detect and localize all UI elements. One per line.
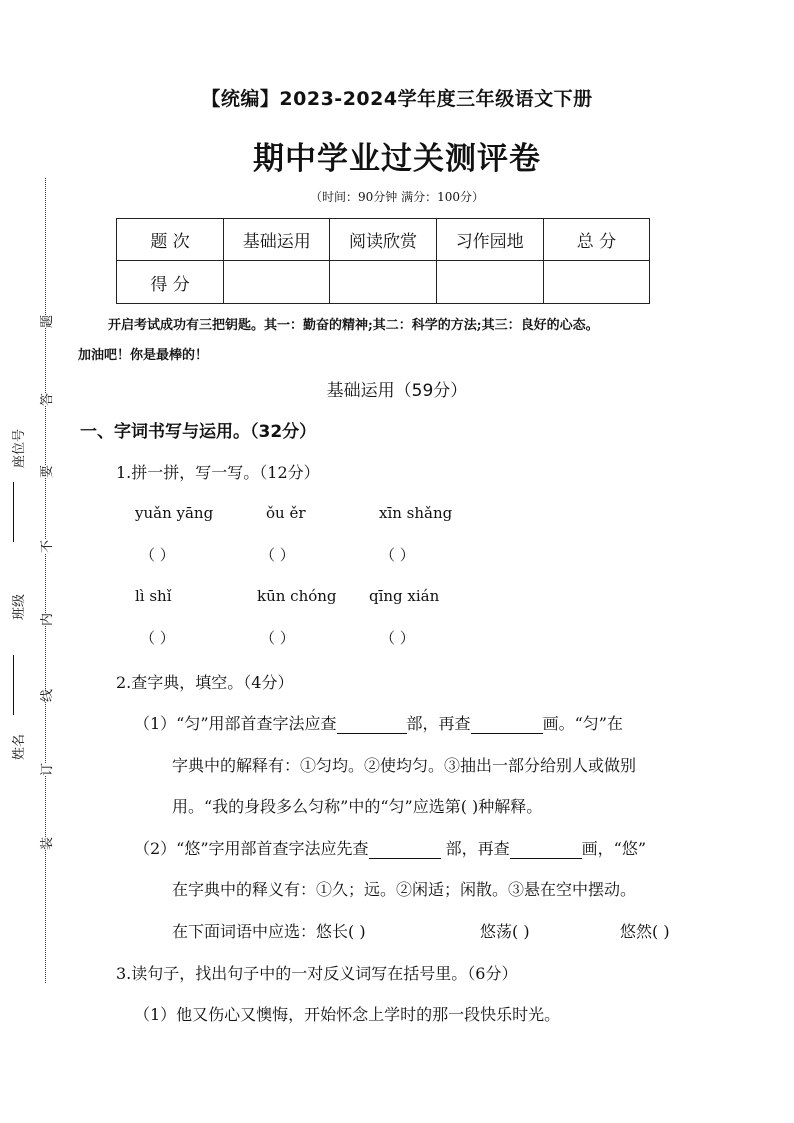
q2-s2-line3a: 在下面词语中应选：悠长( ) [172,922,366,941]
answer-blank[interactable]: （ ） [380,546,415,564]
seat-number-label: 座位号 [12,428,27,468]
answer-blank[interactable]: （ ） [380,629,415,647]
q2-s2-line1 [134,836,646,859]
q1-title: 1.拼一拼，写一写。（12分） [116,463,320,482]
class-line [13,655,14,715]
answer-blank[interactable]: （ ） [260,629,295,647]
motto [78,311,738,371]
q3-sentence-1: （1）他又伤心又懊悔，开始怀念上学时的那一段快乐时光。 [134,1005,561,1024]
score-cell-reading[interactable] [330,261,436,304]
score-table-header-cell: 阅读欣赏 [330,219,436,261]
section-title: 基础运用（59分） [326,381,468,401]
q2-s2-text-a: （2）“悠”字用部首查字法应先查 [134,839,369,858]
pinyin-item: ǒu ěr [266,504,306,522]
pinyin-item: kūn chóng [257,587,337,605]
q2-s1-line3: 用。“我的身段多么匀称”中的“匀”应选第( )种解释。 [172,797,543,816]
binding-margin-char: 内 [36,613,55,626]
pinyin-item: lì shǐ [135,587,172,605]
answer-blank[interactable]: （ ） [140,546,175,564]
part1-title: 一、字词书写与运用。（32分） [80,422,317,442]
binding-margin-char: 答 [36,393,55,406]
fill-blank[interactable] [510,858,582,859]
answer-blank[interactable]: （ ） [140,629,175,647]
binding-margin-char: 题 [36,315,55,328]
q3-title: 3.读句子，找出句子中的一对反义词写在括号里。（6分） [116,964,518,983]
q2-s2-line3b: 悠荡( ) [480,922,530,941]
score-table-header-cell: 题 次 [117,219,224,261]
score-cell-basic[interactable] [224,261,330,304]
fill-blank[interactable] [337,733,407,734]
score-row-label: 得 分 [117,261,224,304]
q2-s2-line2: 在字典中的释义有：①久；远。②闲适；闲散。③悬在空中摆动。 [172,880,637,899]
q2-s1-line2: 字典中的解释有：①匀均。②使均匀。③抽出一部分给别人或做别 [172,756,637,775]
binding-dotted-line [45,178,46,983]
score-table [116,218,650,304]
q2-s1-line1 [134,711,623,734]
binding-margin-char: 不 [36,540,55,553]
binding-margin-char: 订 [36,763,55,776]
motto-line-2: 加油吧！你是最棒的！ [78,348,209,363]
answer-blank[interactable]: （ ） [260,546,295,564]
binding-margin-char: 线 [36,689,55,702]
pinyin-item: qīng xián [369,587,440,605]
exam-time-info: （时间：90分钟 满分：100分） [310,190,484,204]
q2-s2-text-c: 画，“悠” [581,839,647,858]
score-table-score-row [117,261,650,304]
class-label: 班级 [12,593,27,620]
motto-line-1: 开启考试成功有三把钥匙。其一：勤奋的精神;其二：科学的方法;其三：良好的心态。 [108,318,599,333]
score-cell-total[interactable] [543,261,649,304]
score-table-header-cell: 总 分 [543,219,649,261]
q2-title: 2.查字典，填空。（4分） [116,673,294,692]
fill-blank[interactable] [369,858,441,859]
binding-margin-char: 装 [36,837,55,850]
binding-margin-char: 要 [36,465,55,478]
q2-s1-text-a: （1）“匀”用部首查字法应查 [134,714,337,733]
q2-s1-text-c: 画。“匀”在 [542,714,623,733]
exam-title: 期中学业过关测评卷 [253,141,541,177]
pinyin-item: yuǎn yāng [135,504,214,522]
name-label: 姓名 [12,733,27,760]
q2-s2-text-b: 部，再查 [440,839,510,858]
score-cell-writing[interactable] [436,261,543,304]
pinyin-item: xīn shǎng [379,504,453,522]
score-table-header-row [117,219,650,261]
seat-number-line [13,482,14,542]
q2-s2-line3c: 悠然( ) [620,922,670,941]
fill-blank[interactable] [471,733,543,734]
score-table-header-cell: 习作园地 [436,219,543,261]
score-table-header-cell: 基础运用 [224,219,330,261]
exam-supertitle: 【统编】2023-2024学年度三年级语文下册 [201,88,593,110]
q2-s1-text-b: 部，再查 [406,714,471,733]
